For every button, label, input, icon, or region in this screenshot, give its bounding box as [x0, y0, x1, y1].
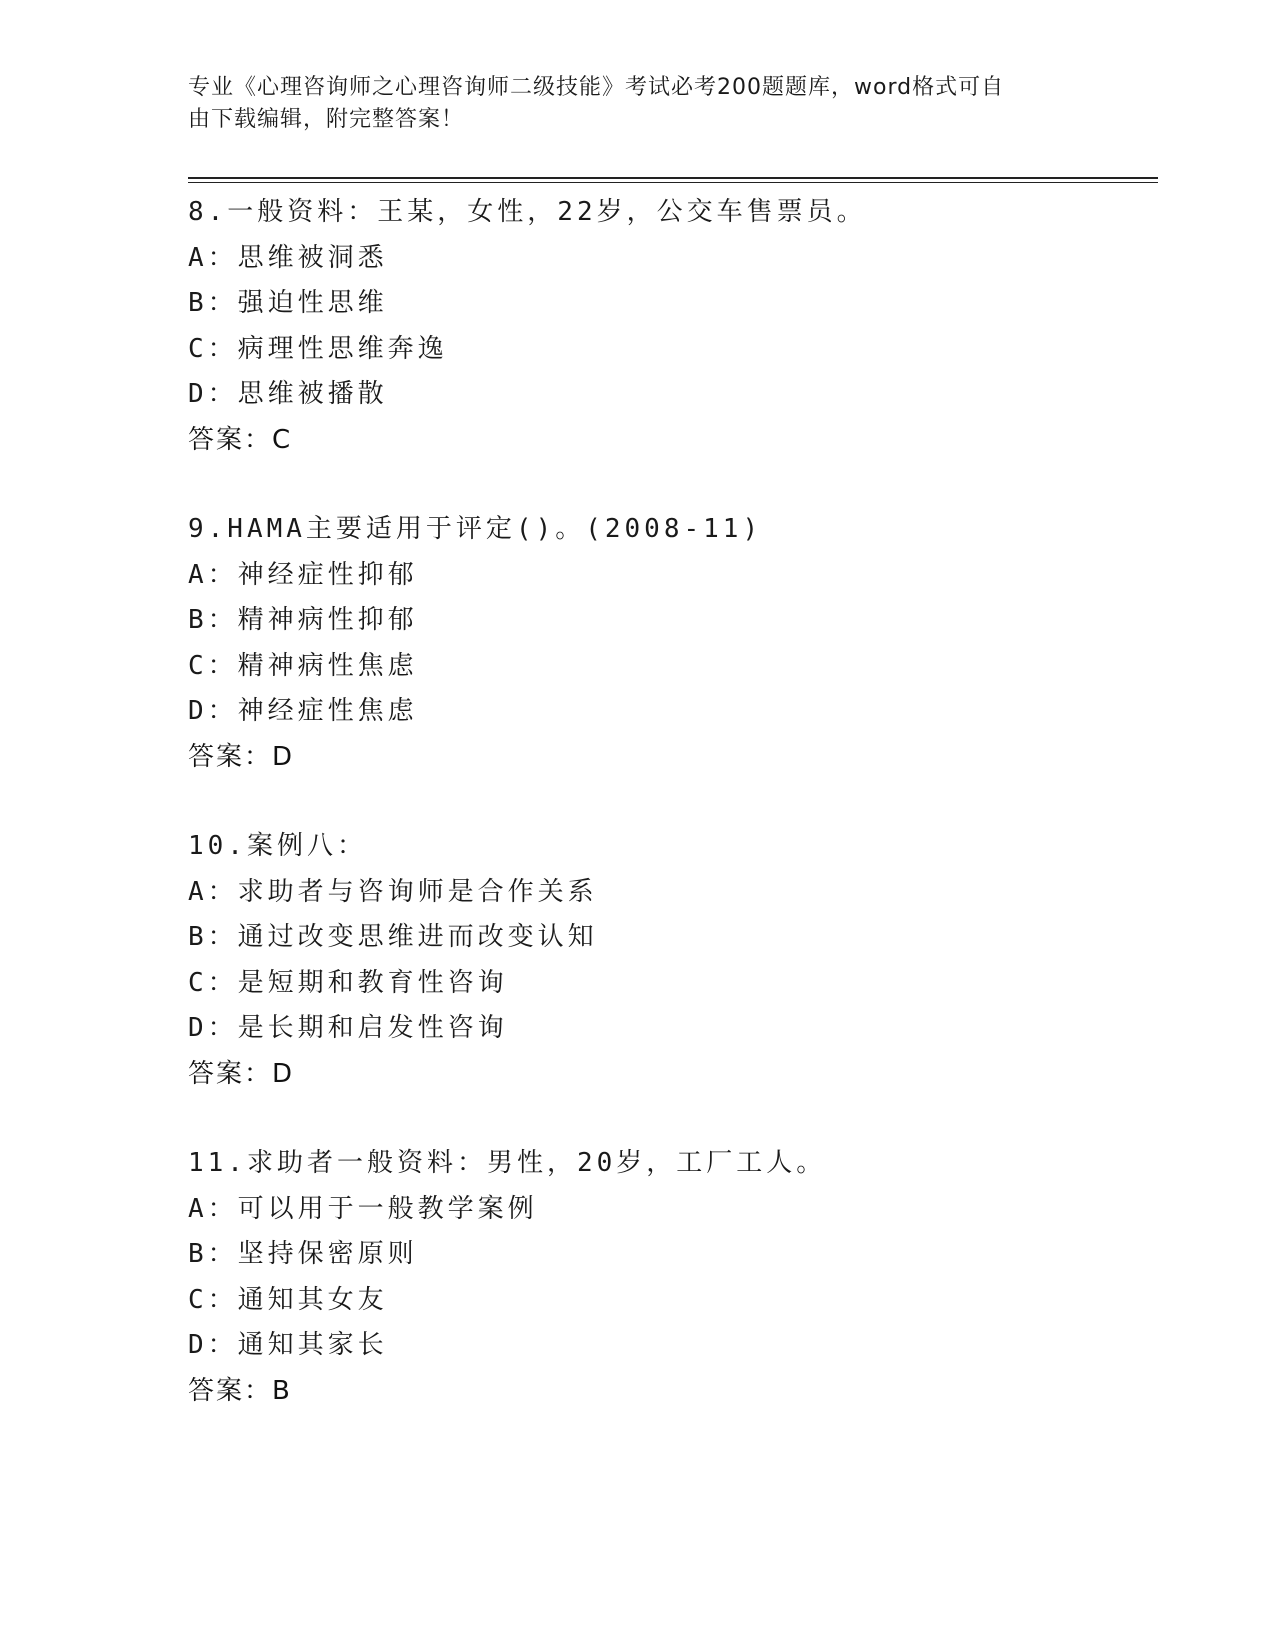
- answer-text: 答案：D: [188, 741, 295, 772]
- option-d: D：神经症性焦虑: [188, 696, 418, 726]
- option-c: C：通知其女友: [188, 1284, 388, 1315]
- header-line-2: 由下载编辑，附完整答案！: [188, 107, 465, 132]
- question-stem: 11.求助者一般资料：男性，20岁，工厂工人。: [188, 1148, 827, 1178]
- answer-text: 答案：D: [188, 1058, 295, 1089]
- question-9: [188, 507, 1168, 780]
- question-10: [188, 824, 1168, 1097]
- option-d: D：思维被播散: [188, 379, 388, 409]
- header-line-1: 专业《心理咨询师之心理咨询师二级技能》考试必考200题题库，word格式可自: [188, 75, 1005, 100]
- option-a: A：神经症性抑郁: [188, 559, 418, 590]
- option-a: A：求助者与咨询师是合作关系: [188, 876, 598, 907]
- option-c: C：是短期和教育性咨询: [188, 967, 508, 998]
- header-divider-thin: [188, 182, 1158, 183]
- question-stem: 8.一般资料：王某，女性，22岁，公交车售票员。: [188, 197, 867, 227]
- option-a: A：思维被洞悉: [188, 242, 388, 273]
- question-stem: 9.HAMA主要适用于评定()。(2008-11): [188, 514, 763, 544]
- question-list: [188, 190, 1168, 1414]
- option-b: B：强迫性思维: [188, 288, 388, 318]
- option-b: B：精神病性抑郁: [188, 605, 418, 635]
- option-b: B：通过改变思维进而改变认知: [188, 922, 598, 952]
- question-11: [188, 1141, 1168, 1414]
- option-d: D：通知其家长: [188, 1330, 388, 1360]
- question-stem: 10.案例八：: [188, 831, 367, 861]
- header-divider: [188, 177, 1158, 179]
- answer-text: 答案：C: [188, 424, 293, 455]
- option-c: C：病理性思维奔逸: [188, 333, 448, 364]
- option-a: A：可以用于一般教学案例: [188, 1193, 538, 1224]
- option-d: D：是长期和启发性咨询: [188, 1013, 508, 1043]
- option-b: B：坚持保密原则: [188, 1239, 418, 1269]
- option-c: C：精神病性焦虑: [188, 650, 418, 681]
- question-8: [188, 190, 1168, 463]
- document-header: [188, 72, 1068, 136]
- answer-text: 答案：B: [188, 1375, 292, 1406]
